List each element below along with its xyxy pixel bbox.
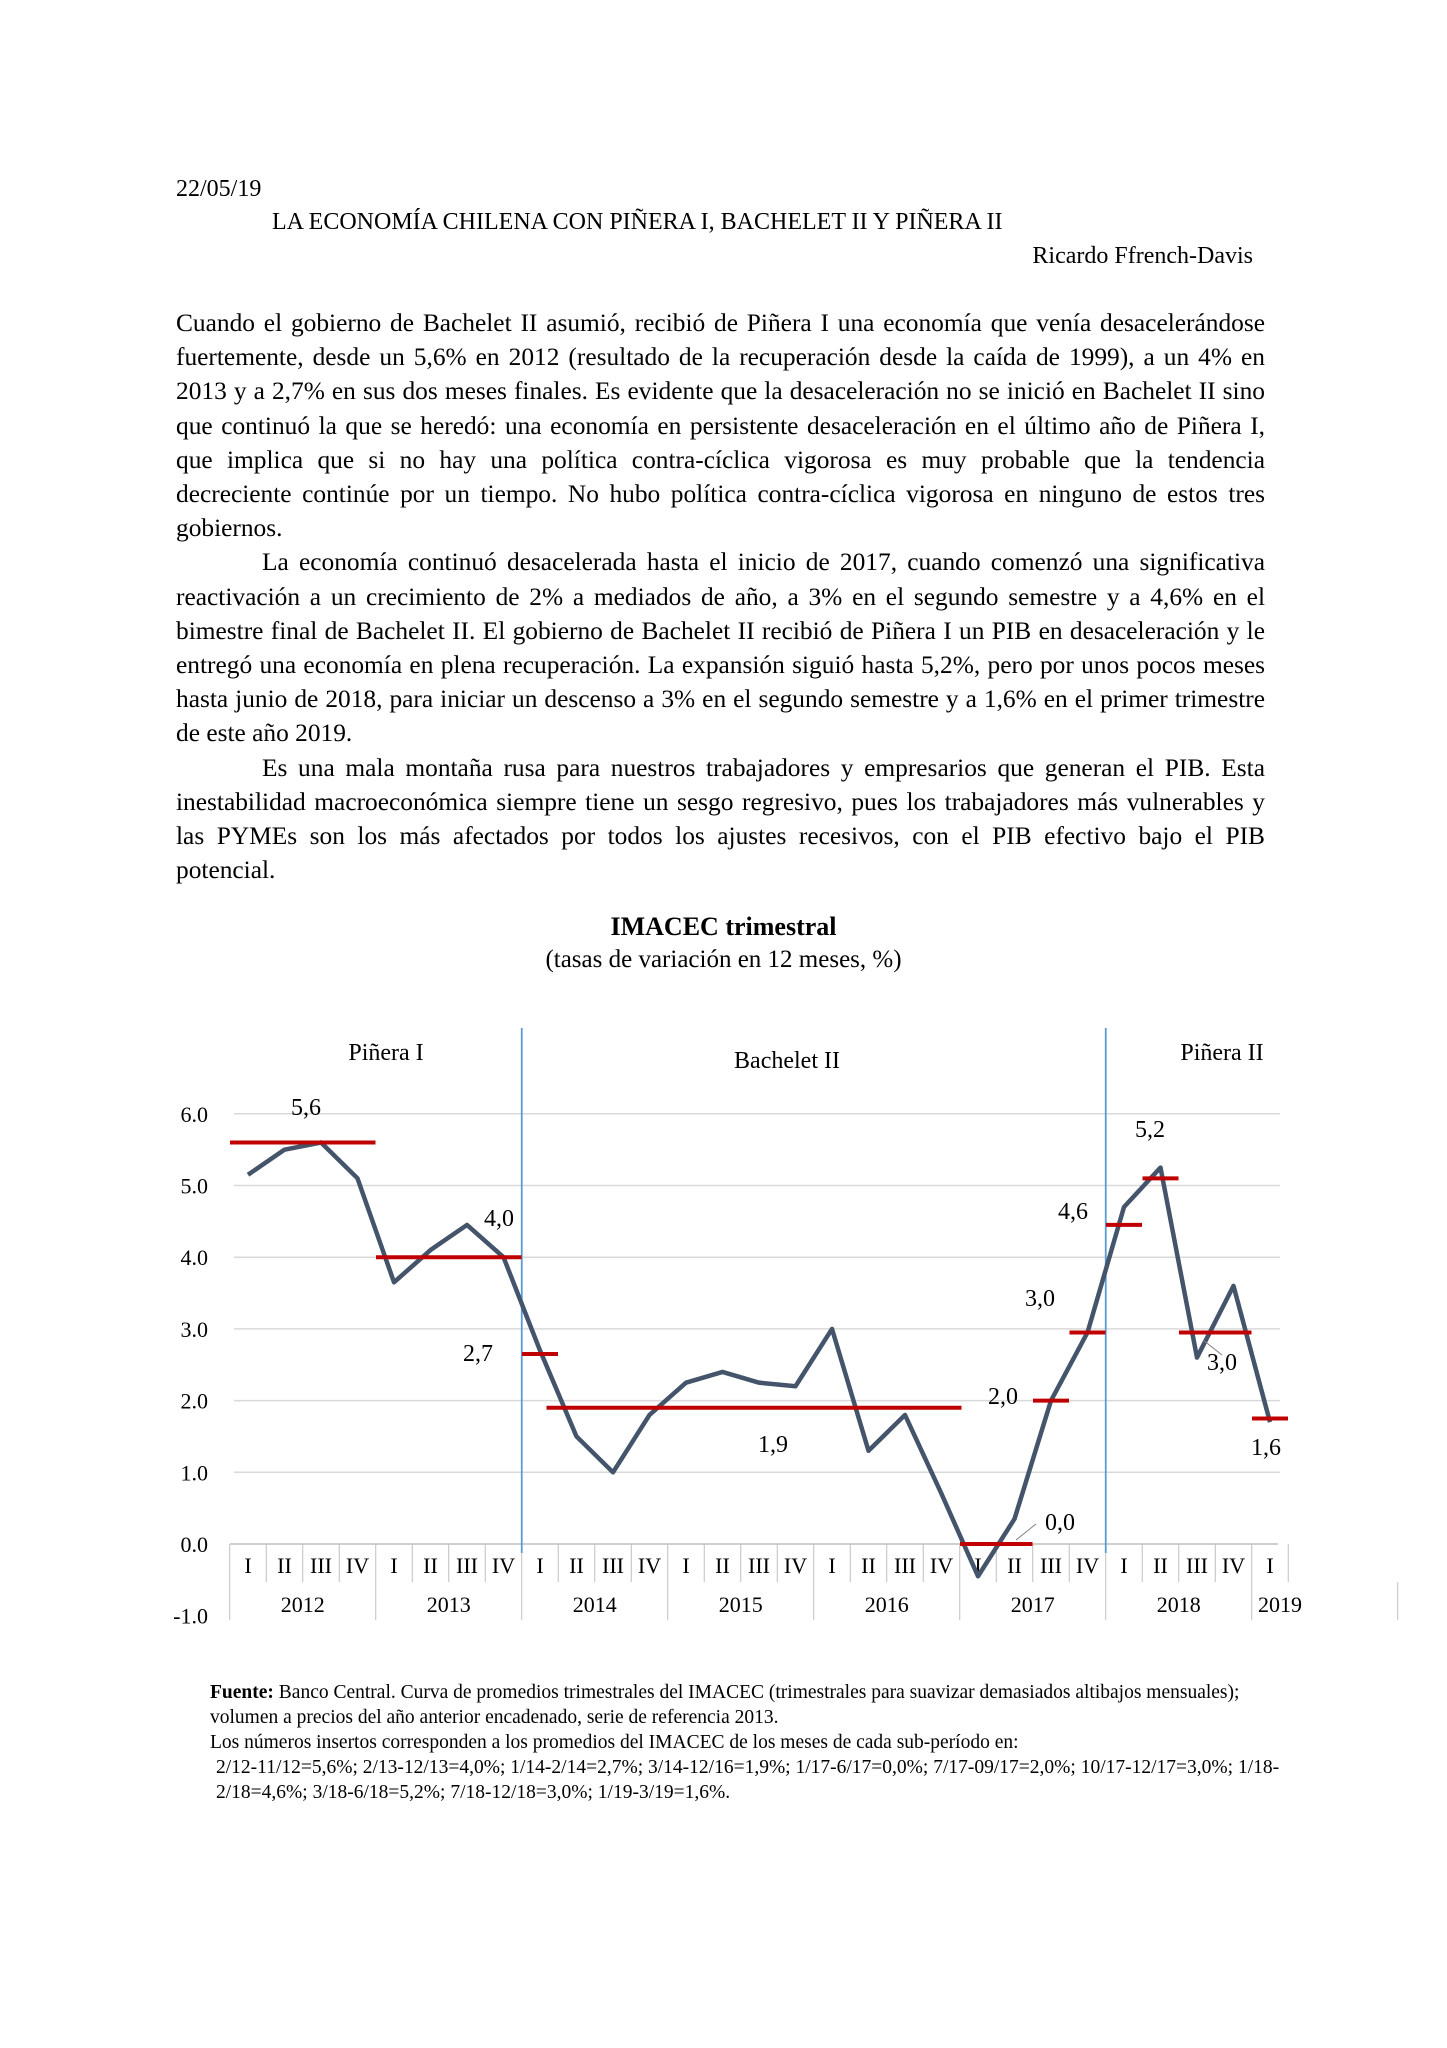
y-tick-label: 3.0: [180, 1316, 208, 1342]
quarter-label: III: [894, 1553, 916, 1578]
quarter-label: II: [1007, 1553, 1022, 1578]
chart-subtitle: (tasas de variación en 12 meses, %): [545, 946, 902, 973]
average-label: 2,7: [463, 1341, 493, 1367]
year-label: 2013: [426, 1592, 471, 1617]
y-tick-label: 2.0: [180, 1388, 208, 1414]
source-label: Fuente:: [210, 1682, 274, 1703]
quarter-label: I: [244, 1553, 252, 1578]
note-explanation: Los números insertos corresponden a los promedios del IMACEC de los meses de cada sub-período en:: [210, 1732, 1019, 1753]
period-label: Piñera II: [1180, 1040, 1264, 1066]
average-label: 1,6: [1251, 1435, 1281, 1461]
quarter-label: IV: [783, 1553, 808, 1578]
year-label: 2019: [1258, 1592, 1302, 1617]
document-date: 22/05/19: [176, 176, 262, 202]
quarter-label: III: [748, 1553, 770, 1578]
quarter-label: II: [569, 1553, 584, 1578]
y-tick-label: 6.0: [180, 1101, 208, 1127]
quarter-label: I: [682, 1553, 690, 1578]
chart-title: IMACEC trimestral: [610, 912, 837, 941]
quarter-label: IV: [491, 1553, 516, 1578]
quarter-label: II: [1153, 1553, 1168, 1578]
imacec-series-line: [248, 1142, 1270, 1576]
quarter-label: III: [602, 1553, 624, 1578]
year-label: 2014: [572, 1592, 617, 1617]
average-label: 5,2: [1135, 1117, 1165, 1143]
y-tick-label: 1.0: [180, 1460, 208, 1486]
average-label: 3,0: [1025, 1286, 1055, 1312]
document-author: Ricardo Ffrench-Davis: [1032, 243, 1253, 269]
document-title: LA ECONOMÍA CHILENA CON PIÑERA I, BACHELET II Y PIÑERA II: [272, 209, 1003, 235]
quarter-label: III: [1040, 1553, 1062, 1578]
label-leader: [1016, 1524, 1036, 1540]
period-label: Bachelet II: [734, 1048, 840, 1074]
average-label: 3,0: [1207, 1350, 1237, 1376]
quarter-label: II: [861, 1553, 876, 1578]
year-label: 2018: [1156, 1592, 1201, 1617]
year-label: 2016: [864, 1592, 909, 1617]
year-label: 2015: [718, 1592, 763, 1617]
quarter-label: IV: [345, 1553, 370, 1578]
quarter-label: IV: [1075, 1553, 1100, 1578]
quarter-label: I: [390, 1553, 398, 1578]
y-tick-label: -1.0: [173, 1603, 208, 1629]
quarter-label: I: [536, 1553, 544, 1578]
quarter-label: III: [1186, 1553, 1208, 1578]
quarter-label: IV: [1221, 1553, 1246, 1578]
quarter-label: I: [1120, 1553, 1128, 1578]
average-label: 1,9: [758, 1432, 788, 1458]
year-label: 2017: [1010, 1592, 1055, 1617]
paragraph-3: Es una mala montaña rusa para nuestros trabajadores y empresarios que generan el PIB. Esta inestabilidad macroeconómica siempre tiene un sesgo regresivo, pues los trabajadores más vulnerables y las PYMEs son los más afectados por todos los ajustes recesivos, con el PIB efectivo bajo el PIB potencial.: [176, 753, 1265, 885]
quarter-label: I: [828, 1553, 836, 1578]
y-tick-label: 4.0: [180, 1245, 208, 1271]
average-label: 0,0: [1045, 1510, 1075, 1536]
note-values: 2/12-11/12=5,6%; 2/13-12/13=4,0%; 1/14-2/14=2,7%; 3/14-12/16=1,9%; 1/17-6/17=0,0%; 7/17-09/17=2,0%; 10/17-12/17=3,0%; 1/18-2/18=4,6%; 3/18-6/18=5,2%; 7/18-12/18=3,0%; 1/19-3/19=1,6%.: [216, 1757, 1280, 1803]
average-label: 4,0: [484, 1206, 514, 1232]
quarter-label: II: [423, 1553, 438, 1578]
source-note: [210, 1680, 1290, 1805]
paragraph-1: Cuando el gobierno de Bachelet II asumió, recibió de Piñera I una economía que venía desacelerándose fuertemente, desde un 5,6% en 2012 (resultado de la recuperación desde la caída de 1999), a un 4% en 2013 y a 2,7% en sus dos meses finales. Es evidente que la desaceleración no se inició en Bachelet II sino que continuó la que se heredó: una economía en persistente desaceleración en el último año de Piñera I, que implica que si no hay una política contra-cíclica vigorosa es muy probable que la tendencia decreciente continúe por un tiempo. No hubo política contra-cíclica vigorosa en ninguno de estos tres gobiernos.: [176, 309, 1265, 543]
quarter-label: I: [974, 1553, 982, 1578]
average-label: 2,0: [988, 1384, 1018, 1410]
source-text: Banco Central. Curva de promedios trimestrales del IMACEC (trimestrales para suavizar demasiados altibajos mensuales); volumen a precios del año anterior encadenado, serie de referencia 2013.: [210, 1682, 1240, 1728]
y-tick-label: 0.0: [180, 1532, 208, 1557]
quarter-label: II: [715, 1553, 730, 1578]
source-line: [210, 1680, 1290, 1730]
average-label: 4,6: [1058, 1199, 1088, 1225]
y-tick-label: 5.0: [180, 1173, 208, 1199]
quarter-label: I: [1266, 1553, 1274, 1578]
average-label: 5,6: [291, 1095, 321, 1121]
paragraph-2: La economía continuó desacelerada hasta el inicio de 2017, cuando comenzó una significativa reactivación a un crecimiento de 2% a mediados de año, a 3% en el segundo semestre y a 4,6% en el bimestre final de Bachelet II. El gobierno de Bachelet II recibió de Piñera I un PIB en desaceleración y le entregó una economía en plena recuperación. La expansión siguió hasta 5,2%, pero por unos pocos meses hasta junio de 2018, para iniciar un descenso a 3% en el segundo semestre y a 1,6% en el primer trimestre de este año 2019.: [176, 548, 1265, 748]
quarter-label: III: [310, 1553, 332, 1578]
quarter-label: IV: [929, 1553, 954, 1578]
quarter-label: IV: [637, 1553, 662, 1578]
quarter-label: II: [277, 1553, 292, 1578]
quarter-label: III: [456, 1553, 478, 1578]
period-label: Piñera I: [348, 1040, 424, 1066]
year-label: 2012: [280, 1592, 325, 1617]
